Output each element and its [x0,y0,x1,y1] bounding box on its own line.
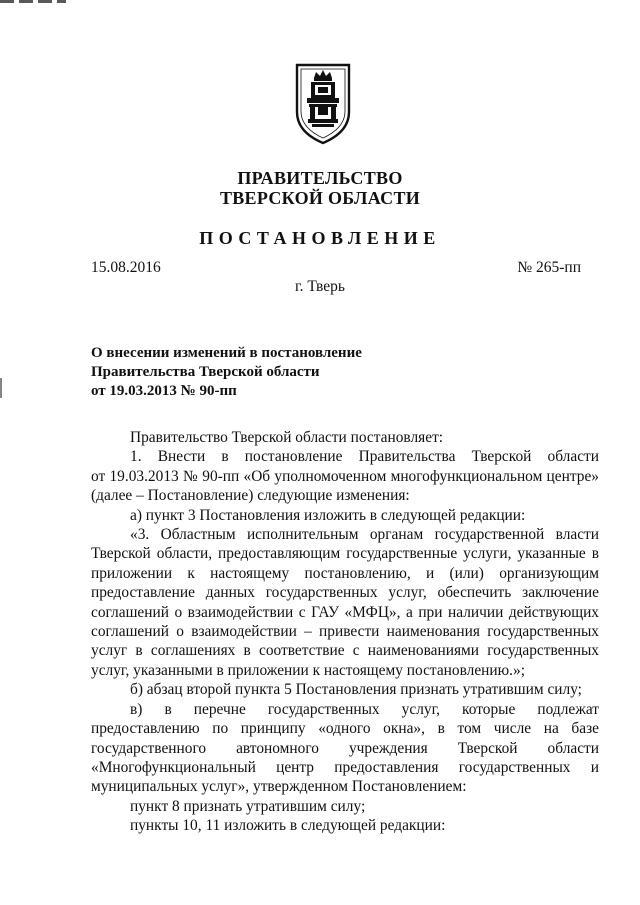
document-city: г. Тверь [295,278,345,295]
coat-of-arms-emblem [294,62,352,146]
government-name-line2: ТВЕРСКОЙ ОБЛАСТИ [219,188,421,208]
document-type-title: ПОСТАНОВЛЕНИЕ [199,228,441,248]
document-body [91,428,599,836]
item-1-paragraph: от 19.03.2013 № 90-пп «Об уполномоченном многофункциональном центре» (далее – Постановление) следующие изменения: [91,467,599,505]
scan-artifact-edge [0,378,2,398]
clauses-10-11-paragraph: пункты 10, 11 изложить в следующей редакции: [130,817,446,835]
subject-line: Правительства Тверской области [91,364,320,380]
scan-artifact-top [0,0,66,3]
subject-line: от 19.03.2013 № 90-пп [91,383,237,399]
quoted-clause-3: «3. Областным исполнительным органам государственной власти Тверской области, предоставляющим государственные услуги, указанные в приложении к настоящему постановлению, и (или) организующим предоставление данных государственных услуг, обеспечить заключение соглашений о взаимодействии с ГАУ «МФЦ», а при наличии действующих соглашений о взаимодействии – привести наименования государственных услуг в соглашениях в соответствие с наименованиями государственных услуг, указанными в приложении к настоящему постановлению.»; [91,526,599,679]
clause-8-paragraph: пункт 8 признать утратившим силу; [130,797,366,815]
item-a-paragraph: а) пункт 3 Постановления изложить в следующей редакции: [130,506,526,524]
subject-line: О внесении изменений в постановление [91,345,362,361]
document-date: 15.08.2016 [91,259,161,276]
document-number: № 265-пп [517,259,581,276]
item-v-paragraph: в) в перечне государственных услуг, которые подлежат предоставлению по принципу «одного окна», в том числе на базе государственного автономного учреждения Тверской области «Многофункциональный центр предоставления государственных и муниципальных услуг», утвержденном Постановлением: [91,700,599,796]
government-name-line1: ПРАВИТЕЛЬСТВО [237,168,403,188]
intro-paragraph: Правительство Тверской области постановляет: [130,429,444,446]
document-subject [91,344,421,401]
item-1-first-line: 1. Внести в постановление Правительства Тверской области [130,448,599,466]
item-b-paragraph: б) абзац второй пункта 5 Постановления признать утратившим силу; [130,681,582,699]
